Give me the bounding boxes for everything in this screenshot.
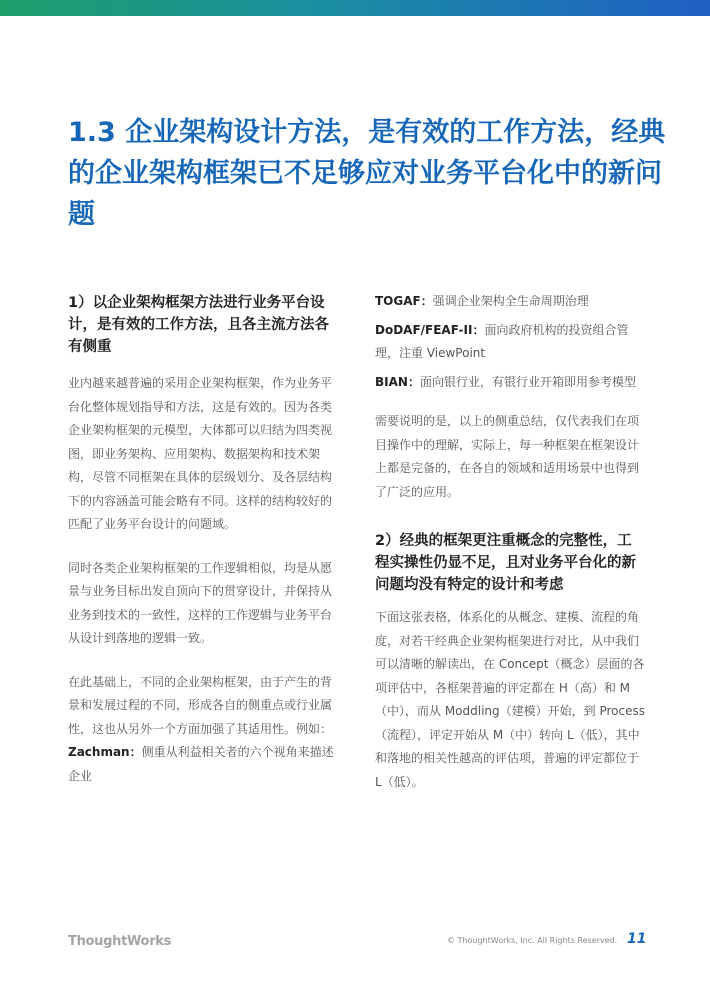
page-number: 11 [627, 931, 647, 947]
togaf-desc: 强调企业架构全生命周期治理 [432, 294, 589, 308]
section-2-heading: 2）经典的框架更注重概念的完整性，工程实操性仍显不足，且对业务平台化的新问题均没有特定的设计和考虑 [375, 533, 636, 593]
left-paragraph-2: 同时各类企业架构框架的工作逻辑相似，均是从愿景与业务目标出发自顶向下的贯穿设计，并保持从业务到技术的一致性，这样的工作逻辑与业务平台从设计到落地的逻辑一致。 [68, 560, 333, 645]
top-gradient-bar [0, 0, 710, 16]
togaf-term: TOGAF： [375, 294, 433, 308]
zachman-definition [68, 741, 338, 788]
togaf-definition [375, 290, 645, 314]
thoughtworks-logo: ThoughtWorks [68, 934, 172, 949]
bian-term: BIAN： [375, 374, 420, 389]
left-column [68, 292, 338, 793]
dodaf-desc: 面向政府机构的投资组合管理，注重 ViewPoint [375, 322, 629, 360]
section-1-heading: 1）以企业架构框架方法进行业务平台设计，是有效的工作方法，且各主流方法各有侧重 [68, 295, 329, 355]
zachman-term: Zachman： [68, 745, 142, 759]
right-paragraph: 下面这张表格，体系化的从概念、建模、流程的角度，对若干经典企业架构框架进行对比，从中我们可以清晰的解读出，在 Concept（概念）层面的各项评估中，各框架普遍的评定都在 H（高）和 M（中），而从 Moddling（建模）开始，到 Process（流程），评定开始从 M（中）转向 L（低），其中和落地的相关性越高的评估项，普遍的评定都位于 L（低）。 [375, 610, 645, 789]
right-note-paragraph: 需要说明的是，以上的侧重总结，仅代表我们在项目操作中的理解，实际上，每一种框架在框架设计上都是完备的，在各自的领域和适用场景中也得到了广泛的应用。 [375, 414, 640, 499]
right-column [375, 290, 645, 814]
left-paragraph-3: 在此基础上，不同的企业架构框架，由于产生的背景和发展过程的不同，形成各自的侧重点或行业属性，这也从另外一个方面加强了其适用性。例如： [68, 674, 333, 736]
bian-desc: 面向银行业，有银行业开箱即用参考模型 [419, 374, 636, 389]
dodaf-term: DoDAF/FEAF-II： [375, 322, 485, 337]
copyright-text: © ThoughtWorks, Inc. All Rights Reserved. [447, 936, 618, 945]
dodaf-definition [375, 319, 645, 366]
page-title: 1.3 企业架构设计方法，是有效的工作方法，经典的企业架构框架已不足够应对业务平台化中的新问题 [68, 117, 666, 230]
left-paragraph-1: 业内越来越普遍的采用企业架构框架，作为业务平台化整体规划指导和方法，这是有效的。因为各类企业架构框架的元模型，大体都可以归结为四类视图，即业务架构、应用架构、数据架构和技术架构，尽管不同框架在具体的层级划分、及各层结构下的内容涵盖可能会略有不同。这样的结构较好的匹配了业务平台设计的问题域。 [68, 376, 333, 531]
bian-definition [375, 371, 645, 395]
zachman-desc: 侧重从利益相关者的六个视角来描述企业 [68, 745, 334, 783]
